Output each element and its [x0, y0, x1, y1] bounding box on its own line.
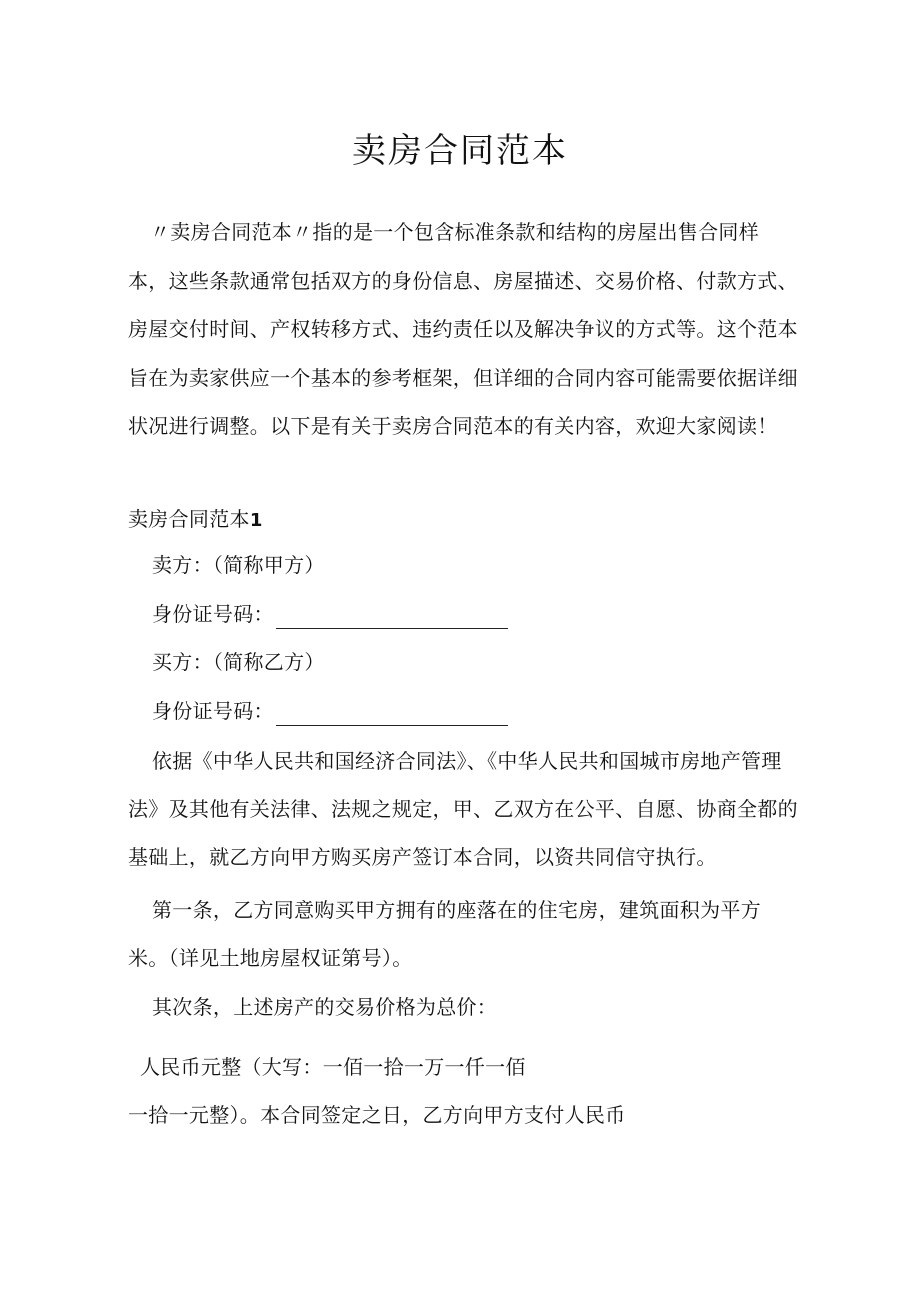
document-title: 卖房合同范本 — [352, 131, 568, 171]
price-line2: 一拾一元整）。本合同签定之日，乙方向甲方支付人民币 — [128, 1103, 626, 1127]
article1-line2: 米。（详见土地房屋权证第号）。 — [128, 946, 413, 970]
section-title: 卖房合同范本 — [128, 507, 250, 531]
seller-id-label: 身份证号码： — [152, 602, 274, 626]
seller-id-row — [152, 599, 508, 629]
buyer-id-label: 身份证号码： — [152, 699, 274, 723]
seller-id-blank — [276, 608, 508, 629]
seller-label: 卖方：（简称甲方） — [152, 553, 325, 577]
intro-paragraph: 〃卖房合同范本〃指的是一个包含标准条款和结构的房屋出售合同样本，这些条款通常包括双方的身份信息、房屋描述、交易价格、付款方式、房屋交付时间、产权转移方式、违约责任以及解决争议的方式等。这个范本旨在为卖家供应一个基本的参考框架，但详细的合同内容可能需要依据详细状况进行调整。以下是有关于卖房合同范本的有关内容，欢迎大家阅读！ — [128, 220, 798, 438]
section-heading — [128, 504, 263, 536]
buyer-id-blank — [276, 705, 508, 726]
buyer-id-row — [152, 696, 508, 726]
article2: 其次条，上述房产的交易价格为总价： — [152, 995, 498, 1019]
price-line1: 人民币元整（大写：一佰一拾一万一仟一佰 — [140, 1055, 526, 1079]
basis-paragraph: 依据《中华人民共和国经济合同法》、《中华人民共和国城市房地产管理法》及其他有关法律、法规之规定，甲、乙双方在公平、自愿、协商全都的基础上，就乙方向甲方购买房产签订本合同，以资共同信守执行。 — [128, 749, 798, 869]
article1-line1: 第一条，乙方同意购买甲方拥有的座落在的住宅房，建筑面积为平方 — [152, 898, 761, 922]
section-number: 1 — [249, 510, 263, 531]
buyer-label: 买方：（简称乙方） — [152, 650, 325, 674]
